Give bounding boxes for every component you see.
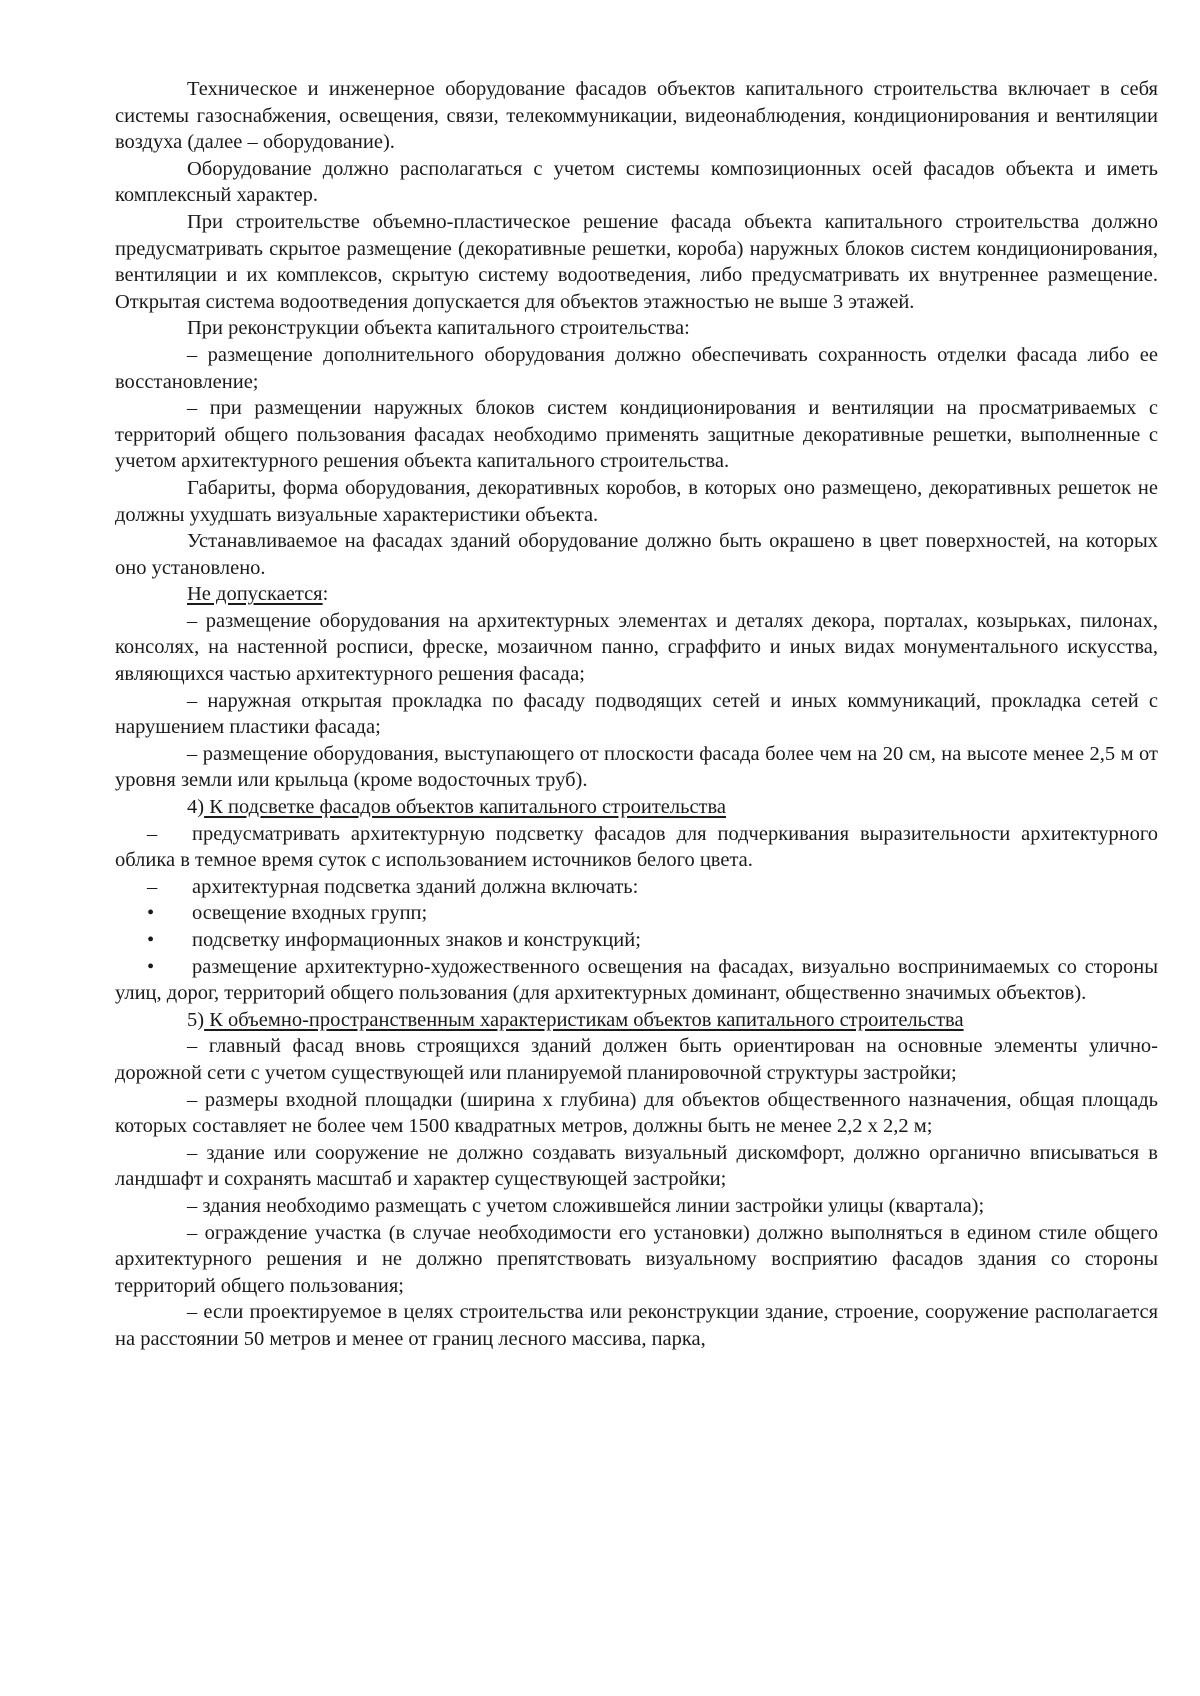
bullet-item-3-text: размещение архитектурно-художественного освещения на фасадах, визуально воспринимаемых со стороны улиц, дорог, территорий общего пользования (для архитектурных доминант, общественно значимых объектов). (115, 955, 1158, 1005)
not-allowed-colon: : (322, 583, 329, 606)
section-5-title: К объемно-пространственным характеристикам объектов капитального строительства (204, 1008, 964, 1031)
paragraph-equipment-placement: Оборудование должно располагаться с учетом системы композиционных осей фасадов объекта и иметь комплексный характер. (115, 157, 1158, 207)
section-heading-4 (115, 794, 1158, 821)
paragraph-equipment-definition: Техническое и инженерное оборудование фасадов объектов капитального строительства включает в себя системы газоснабжения, освещения, связи, телекоммуникации, видеонаблюдения, кондиционирования и вентиляции воздуха (далее – оборудование). (115, 78, 1158, 154)
list-item-volume-5: – ограждение участка (в случае необходимости его установки) должно выполняться в едином стиле общего архитектурного решения и не должно препятствовать визуальному восприятию фасадов здания со стороны территорий общего пользования; (115, 1221, 1158, 1297)
paragraph-reconstruction-intro: При реконструкции объекта капитального строительства: (187, 317, 690, 340)
section-4-title: К подсветке фасадов объектов капитального строительства (204, 796, 727, 819)
dash-item-2 (115, 874, 1158, 901)
dash-item-1 (115, 821, 1158, 874)
bullet-item-3 (115, 954, 1158, 1007)
list-item-volume-1: – главный фасад вновь строящихся зданий должен быть ориентирован на основные элементы улично-дорожной сети с учетом существующей или планируемой планировочной структуры застройки; (115, 1035, 1158, 1084)
paragraph-color: Устанавливаемое на фасадах зданий оборудование должно быть окрашено в цвет поверхностей, на которых оно установлено. (115, 530, 1158, 579)
section-5-number: 5) (187, 1008, 205, 1031)
bullet-item-1-text: освещение входных групп; (192, 902, 428, 925)
bullet-item-2 (115, 927, 1158, 954)
paragraph-construction: При строительстве объемно-пластическое решение фасада объекта капитального строительства должно предусматривать скрытое размещение (декоративные решетки, короба) наружных блоков систем кондиционирования, вентиляции и их комплексов, скрытую систему водоотведения, либо предусматривать их внутреннее размещение. Открытая система водоотведения допускается для объектов этажностью не выше 3 этажей. (115, 210, 1158, 313)
list-item-volume-4: – здания необходимо размещать с учетом сложившейся линии застройки улицы (квартала); (187, 1194, 985, 1217)
list-item-volume-3: – здание или сооружение не должно создавать визуальный дискомфорт, должно органично вписываться в ландшафт и сохранять масштаб и характер существующей застройки; (115, 1141, 1158, 1191)
bullet-item-2-text: подсветку информационных знаков и конструкций; (192, 929, 641, 951)
list-item-reconstruction-2: – при размещении наружных блоков систем кондиционирования и вентиляции на просматриваемых с территорий общего пользования фасадах необходимо применять защитные декоративные решетки, выполненные с учетом архитектурного решения объекта капитального строительства. (115, 397, 1158, 473)
list-item-volume-6: – если проектируемое в целях строительства или реконструкции здание, строение, сооружение располагается на расстоянии 50 метров и менее от границ лесного массива, парка, (115, 1301, 1158, 1350)
section-4-number: 4) (187, 796, 205, 819)
dash-item-2-text: архитектурная подсветка зданий должна включать: (192, 875, 639, 898)
heading-not-allowed (115, 581, 1158, 608)
section-heading-5 (115, 1007, 1158, 1034)
list-item-not-allowed-2: – наружная открытая прокладка по фасаду подводящих сетей и иных коммуникаций, прокладка сетей с нарушением пластики фасада; (115, 689, 1158, 739)
dash-marker: – (147, 822, 158, 845)
bullet-item-1 (115, 900, 1158, 927)
bullet-icon: • (147, 929, 155, 951)
paragraph-dimensions: Габариты, форма оборудования, декоративных коробов, в которых оно размещено, декоративных решеток не должны ухудшать визуальные характеристики объекта. (115, 476, 1158, 526)
document-page (115, 76, 1158, 1353)
list-item-reconstruction-1: – размещение дополнительного оборудования должно обеспечивать сохранность отделки фасада либо ее восстановление; (115, 343, 1158, 393)
list-item-not-allowed-3: – размещение оборудования, выступающего от плоскости фасада более чем на 20 см, на высоте менее 2,5 м от уровня земли или крыльца (кроме водосточных труб). (115, 742, 1158, 792)
list-item-not-allowed-1: – размещение оборудования на архитектурных элементах и деталях декора, порталах, козырьках, пилонах, консолях, на настенной росписи, фреске, мозаичном панно, сграффито и иных видах монументального искусства, являющихся частью архитектурного решения фасада; (115, 609, 1158, 686)
bullet-icon: • (147, 902, 155, 925)
not-allowed-label: Не допускается (187, 583, 323, 606)
bullet-icon: • (147, 955, 155, 978)
dash-item-1-text: предусматривать архитектурную подсветку фасадов для подчеркивания выразительности архитектурного облика в темное время суток с использованием источников белого цвета. (115, 822, 1158, 872)
list-item-volume-2: – размеры входной площадки (ширина х глубина) для объектов общественного назначения, общая площадь которых составляет не более чем 1500 квадратных метров, должны быть не менее 2,2 х 2,2 м; (115, 1088, 1158, 1138)
dash-marker: – (147, 875, 158, 898)
